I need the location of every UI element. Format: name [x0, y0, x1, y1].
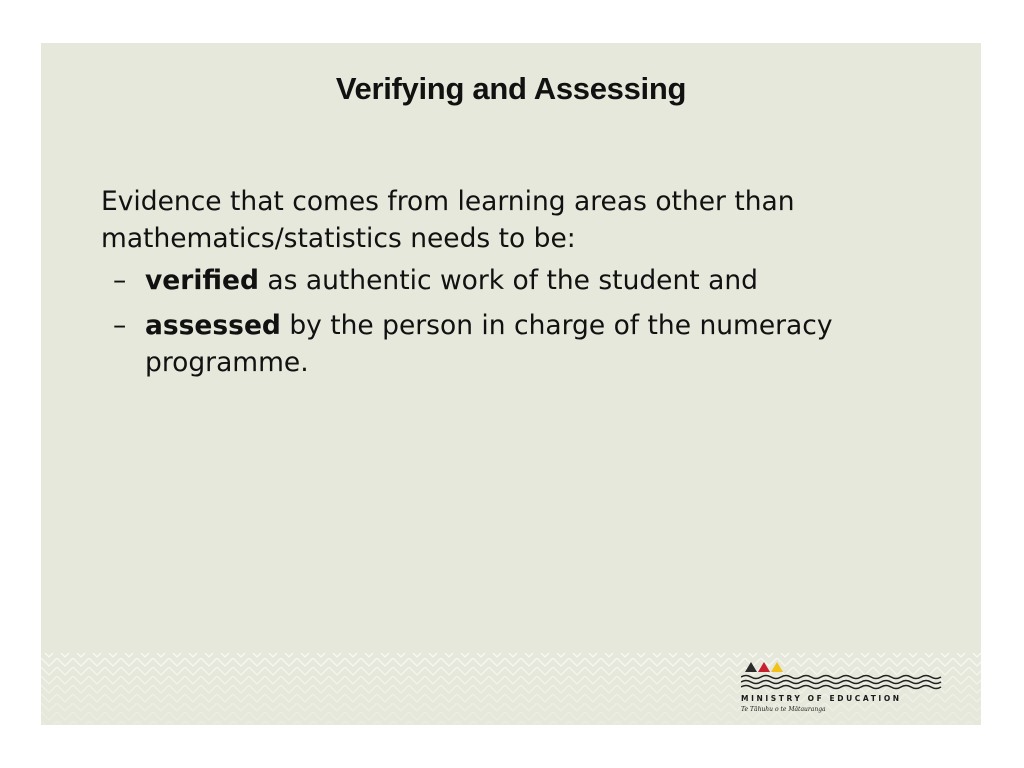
- three-triangles-waves-icon: [741, 660, 951, 692]
- logo-name: MINISTRY OF EDUCATION: [741, 694, 902, 703]
- slide-title: Verifying and Assessing: [335, 71, 687, 106]
- bullet-assessed: [101, 307, 881, 381]
- bullet-text: by the person in charge of the numeracy programme.: [145, 310, 833, 378]
- logo-subtitle: Te Tāhuhu o te Mātauranga: [741, 706, 826, 713]
- bullet-keyword: verified: [145, 265, 259, 296]
- bullet-text: as authentic work of the student and: [258, 265, 758, 296]
- slide: [41, 43, 981, 725]
- slide-body: [101, 183, 881, 389]
- bullet-verified: [101, 262, 881, 299]
- intro-text: Evidence that comes from learning areas other than mathematics/statistics needs to be:: [101, 186, 795, 254]
- dash-bullet-icon: –: [113, 310, 127, 341]
- bullet-keyword: assessed: [145, 310, 281, 341]
- ministry-logo: [741, 660, 951, 720]
- dash-bullet-icon: –: [113, 265, 127, 296]
